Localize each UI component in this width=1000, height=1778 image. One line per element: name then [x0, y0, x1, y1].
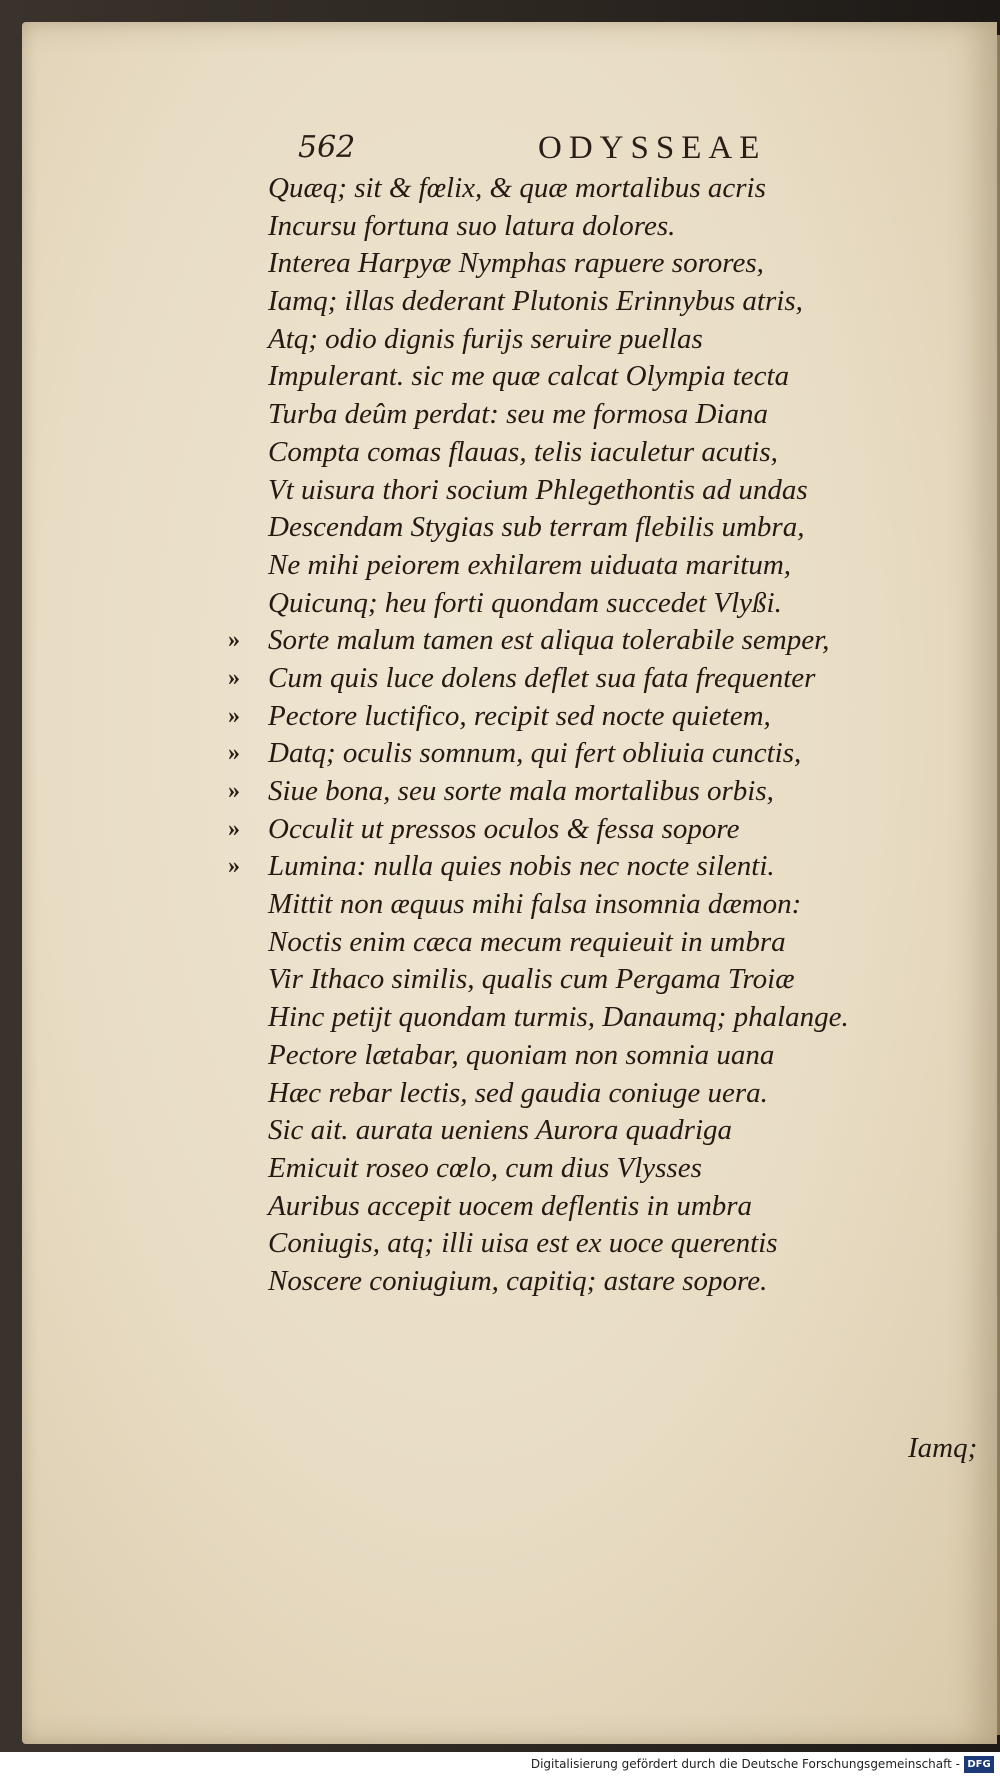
verse-line-text: Iamq; illas dederant Plutonis Erinnybus atris, — [268, 285, 803, 318]
verse-line-text: Sic ait. aurata ueniens Aurora quadriga — [268, 1114, 732, 1147]
sententia-marker: » — [228, 664, 240, 691]
verse-line-text: Vt uisura thori socium Phlegethontis ad undas — [268, 473, 808, 506]
verse-line-text: Coniugis, atq; illi uisa est ex uoce querentis — [268, 1227, 778, 1260]
verse-line — [268, 472, 958, 510]
verse-line-text: Siue bona, seu sorte mala mortalibus orbis, — [268, 775, 774, 807]
verse-line-text: Impulerant. sic me quæ calcat Olympia tecta — [268, 360, 790, 393]
verse-line-text: Quicunq; heu forti quondam succedet Vlyßi. — [268, 586, 782, 619]
verse-line — [268, 358, 958, 396]
verse-line — [268, 999, 958, 1037]
verse-line — [268, 547, 958, 585]
running-head — [298, 130, 818, 170]
verse-line — [228, 735, 958, 773]
verse-line-text: Compta comas flauas, telis iaculetur acutis, — [268, 435, 778, 468]
dfg-logo-icon: DFG — [964, 1756, 994, 1773]
verse-line — [268, 1225, 958, 1263]
verse-line-text: Lumina: nulla quies nobis nec nocte silenti. — [268, 850, 775, 883]
verse-line — [268, 1263, 958, 1301]
verse-line — [268, 1075, 958, 1113]
verse-line — [268, 585, 958, 623]
sententia-marker: » — [228, 627, 240, 654]
verse-line — [268, 1188, 958, 1226]
digitization-credit: Digitalisierung gefördert durch die Deutsche Forschungsgemeinschaft - — [530, 1757, 960, 1771]
verse-line-text: Hinc petijt quondam turmis, Danaumq; phalange. — [268, 1001, 849, 1034]
verse-line-text: Mittit non æquus mihi falsa insomnia dæmon: — [268, 888, 802, 921]
verse-line — [268, 208, 958, 246]
catchword: Iamq; — [908, 1432, 978, 1464]
verse-line — [268, 434, 958, 472]
verse-line — [268, 924, 958, 962]
sententia-marker: » — [228, 815, 240, 842]
verse-line — [228, 773, 958, 811]
verse-line — [268, 1112, 958, 1150]
verse-line-text: Incursu fortuna suo latura dolores. — [268, 209, 676, 242]
verse-line-text: Ne mihi peiorem exhilarem uiduata maritum, — [268, 548, 792, 581]
verse-line — [268, 283, 958, 321]
verse-line — [228, 698, 958, 736]
verse-line-text: Occulit ut pressos oculos & fessa sopore — [268, 812, 740, 845]
verse-line-text: Hæc rebar lectis, sed gaudia coniuge uera. — [268, 1076, 768, 1109]
verse-line-text: Auribus accepit uocem deflentis in umbra — [268, 1189, 753, 1222]
verse-line-text: Atq; odio dignis furijs seruire puellas — [268, 322, 703, 355]
verse-line — [268, 1037, 958, 1075]
verse-line-text: Noscere coniugium, capitiq; astare sopore. — [268, 1264, 768, 1297]
sententia-marker: » — [228, 702, 240, 729]
verse-line-text: Emicuit roseo cœlo, cum dius Vlysses — [268, 1151, 702, 1184]
verse-line — [268, 961, 958, 999]
verse-line — [228, 622, 958, 660]
verse-line-text: Pectore lætabar, quoniam non somnia uana — [268, 1038, 775, 1071]
footer-bar — [0, 1752, 1000, 1778]
verse-line — [268, 509, 958, 547]
verse-line — [268, 321, 958, 359]
verse-line-text: Turba deûm perdat: seu me formosa Diana — [268, 398, 768, 431]
sententia-marker: » — [228, 853, 240, 880]
verse-line — [268, 170, 958, 208]
verse-text-block — [228, 170, 958, 1301]
verse-line — [228, 660, 958, 698]
sententia-marker: » — [228, 740, 240, 767]
verse-line-text: Interea Harpyæ Nymphas rapuere sorores, — [268, 247, 764, 280]
sententia-marker: » — [228, 778, 240, 804]
verse-line — [268, 886, 958, 924]
verse-line — [228, 848, 958, 886]
verse-line-text: Noctis enim cæca mecum requieuit in umbra — [268, 925, 786, 958]
verse-line — [228, 811, 958, 849]
verse-line — [268, 1150, 958, 1188]
verse-line-text: Descendam Stygias sub terram flebilis umbra, — [268, 511, 805, 544]
verse-line — [268, 396, 958, 434]
page-number: 562 — [298, 130, 356, 165]
running-title: ODYSSEAE — [538, 130, 767, 166]
verse-line-text: Vir Ithaco similis, qualis cum Pergama Troiæ — [268, 963, 795, 996]
verse-line-text: Datq; oculis somnum, qui fert obliuia cunctis, — [268, 737, 802, 770]
verse-line-text: Sorte malum tamen est aliqua tolerabile semper, — [268, 624, 830, 657]
verse-line-text: Pectore luctifico, recipit sed nocte quietem, — [268, 699, 771, 732]
verse-line-text: Cum quis luce dolens deflet sua fata frequenter — [268, 661, 816, 694]
verse-line-text: Quæq; sit & fœlix, & quæ mortalibus acris — [268, 172, 766, 204]
verse-line — [268, 245, 958, 283]
